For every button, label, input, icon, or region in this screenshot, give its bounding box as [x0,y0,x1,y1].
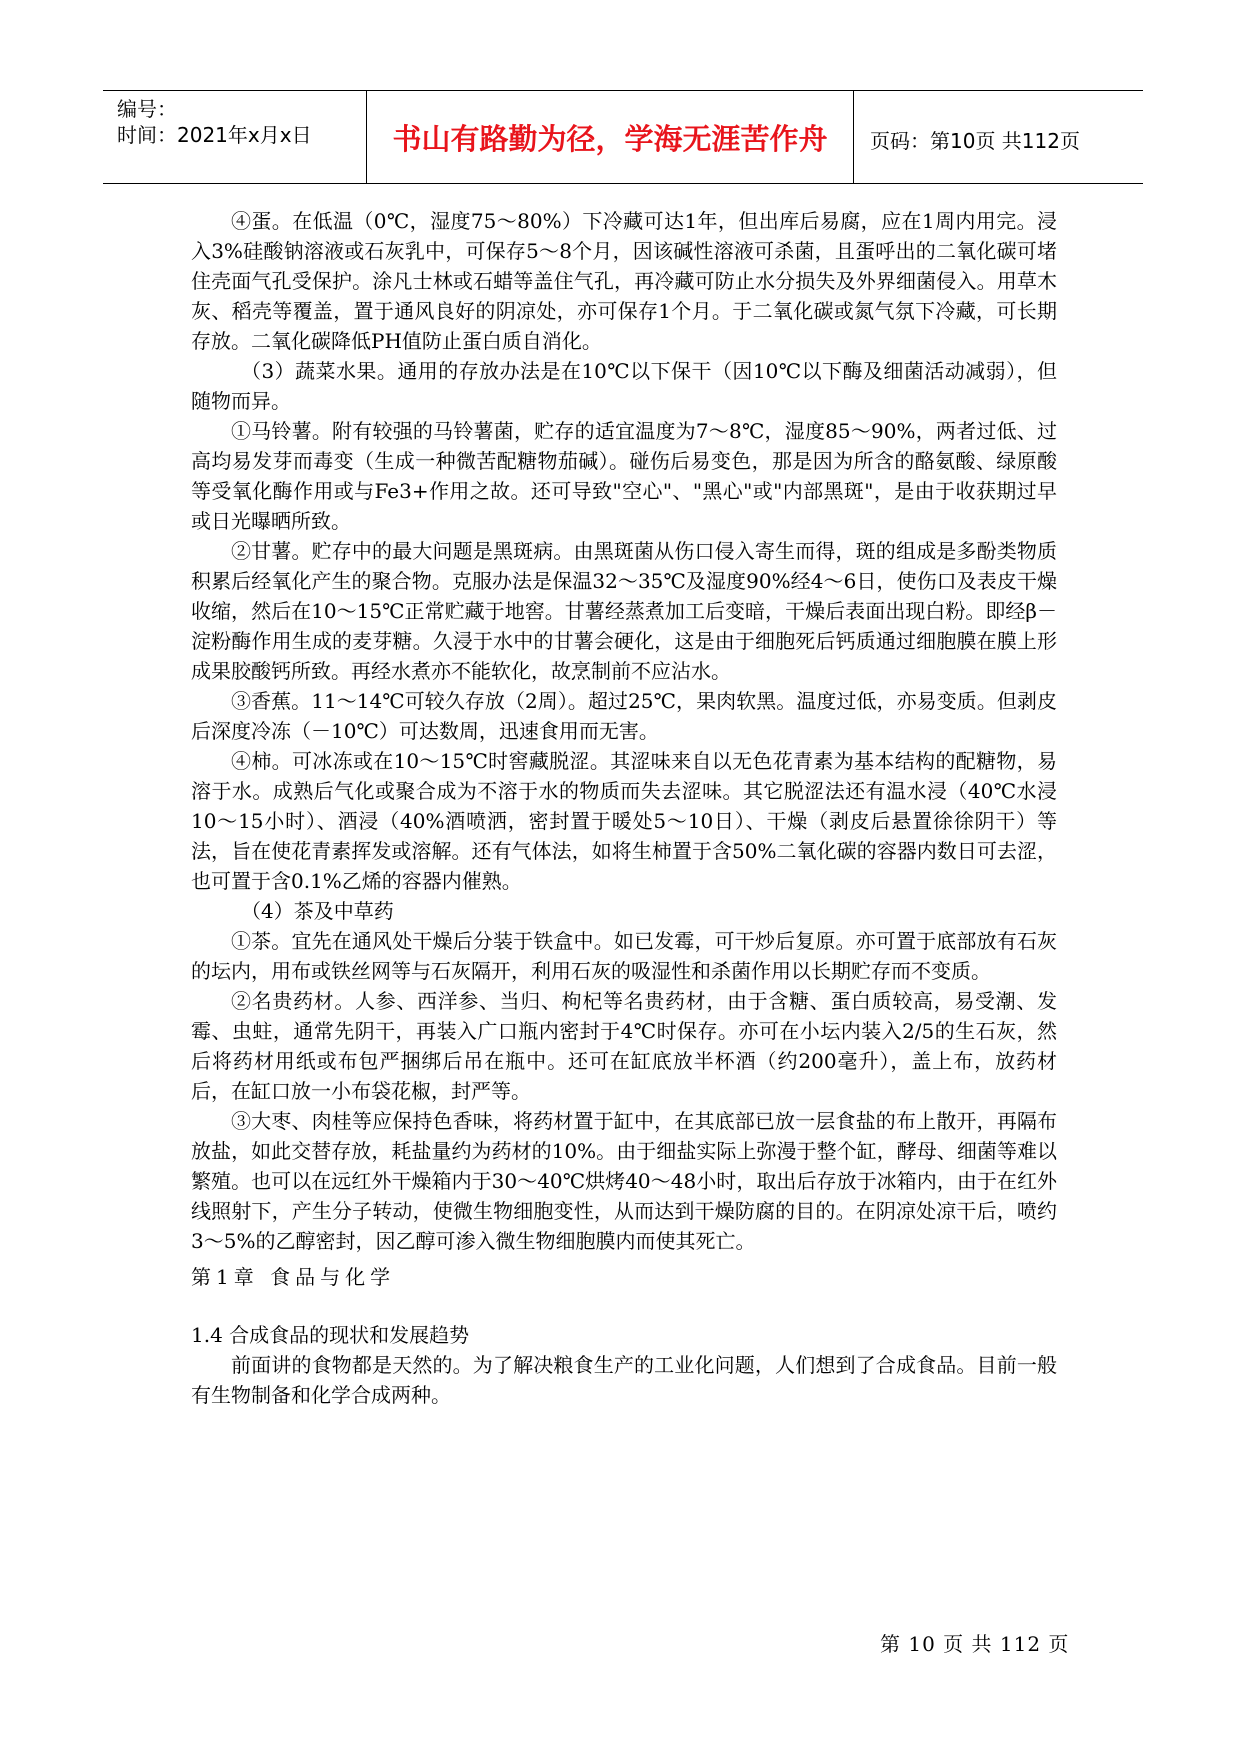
chapter-title: 第1章 食品与化学 [191,1265,396,1289]
section-title: 1.4 合成食品的现状和发展趋势 [191,1323,470,1347]
paragraph-precious-herbs: ②名贵药材。人参、西洋参、当归、枸杞等名贵药材，由于含糖、蛋白质较高，易受潮、发霉、虫蛀，通常先阴干，再装入广口瓶内密封于4℃时保存。亦可在小坛内装入2/5的生石灰，然后将药材用纸或布包严捆绑后吊在瓶中。还可在缸底放半杯酒（约200毫升），盖上布，放药材后，在缸口放一小布袋花椒，封严等。 [191,989,1057,1103]
header-page-cell [854,91,1143,183]
paragraph-banana: ③香蕉。11～14℃可较久存放（2周）。超过25℃，果肉软黑。温度过低，亦易变质。但剥皮后深度冷冻（－10℃）可达数周，迅速食用而无害。 [191,689,1057,743]
header-info-cell [103,91,367,183]
header-motto-cell [367,91,854,183]
paragraph-tea: ①茶。宜先在通风处干燥后分装于铁盒中。如已发霉，可干炒后复原。亦可置于底部放有石灰的坛内，用布或铁丝网等与石灰隔开，利用石灰的吸湿性和杀菌作用以长期贮存而不变质。 [191,929,1057,983]
paragraph-persimmon: ④柿。可冰冻或在10～15℃时窖藏脱涩。其涩味来自以无色花青素为基本结构的配糖物，易溶于水。成熟后气化或聚合成为不溶于水的物质而失去涩味。其它脱涩法还有温水浸（40℃水浸10～15小时）、酒浸（40%酒喷洒，密封置于暖处5～10日）、干燥（剥皮后悬置徐徐阴干）等法，旨在使花青素挥发或溶解。还有气体法，如将生柿置于含50%二氧化碳的容器内数日可去涩，也可置于含0.1%乙烯的容器内催熟。 [191,749,1057,893]
paragraph-sweet-potato: ②甘薯。贮存中的最大问题是黑斑病。由黑斑菌从伤口侵入寄生而得，斑的组成是多酚类物质积累后经氧化产生的聚合物。克服办法是保温32～35℃及湿度90%经4～6日，使伤口及表皮干燥收缩，然后在10～15℃正常贮藏于地窖。甘薯经蒸煮加工后变暗，干燥后表面出现白粉。即经β－淀粉酶作用生成的麦芽糖。久浸于水中的甘薯会硬化，这是由于细胞死后钙质通过细胞膜在膜上形成果胶酸钙所致。再经水煮亦不能软化，故烹制前不应沾水。 [191,539,1057,683]
paragraph-eggs: ④蛋。在低温（0℃，湿度75～80%）下冷藏可达1年，但出库后易腐，应在1周内用完。浸入3%硅酸钠溶液或石灰乳中，可保存5～8个月，因该碱性溶液可杀菌，且蛋呼出的二氧化碳可堵住壳面气孔受保护。涂凡士林或石蜡等盖住气孔，再冷藏可防止水分损失及外界细菌侵入。用草木灰、稻壳等覆盖，置于通风良好的阴凉处，亦可保存1个月。于二氧化碳或氮气氛下冷藏，可长期存放。二氧化碳降低PH值防止蛋白质自消化。 [191,209,1057,353]
document-number-label: 编号： [117,97,177,121]
section-paragraph: 前面讲的食物都是天然的。为了解决粮食生产的工业化问题，人们想到了合成食品。目前一般有生物制备和化学合成两种。 [191,1353,1057,1407]
page-footer: 第 10 页 共 112 页 [880,1632,1070,1656]
document-body [191,206,1057,1410]
paragraph-tea-herbs-heading: （4）茶及中草药 [241,899,394,923]
paragraph-vegetables-fruits: （3）蔬菜水果。通用的存放办法是在10℃以下保干（因10℃以下酶及细菌活动减弱），但随物而异。 [191,359,1057,413]
header-page-label: 页码：第10页 共112页 [870,129,1080,153]
header-motto: 书山有路勤为径，学海无涯苦作舟 [392,122,828,156]
paragraph-jujube-cinnamon: ③大枣、肉桂等应保持色香味，将药材置于缸中，在其底部已放一层食盐的布上散开，再隔布放盐，如此交替存放，耗盐量约为药材的10%。由于细盐实际上弥漫于整个缸，酵母、细菌等难以繁殖。也可以在远红外干燥箱内于30～40℃烘烤40～48小时，取出后存放于冰箱内，由于在红外线照射下，产生分子转动，使微生物细胞变性，从而达到干燥防腐的目的。在阴凉处凉干后，喷约3～5%的乙醇密封，因乙醇可渗入微生物细胞膜内而使其死亡。 [191,1109,1057,1253]
paragraph-potato: ①马铃薯。附有较强的马铃薯菌，贮存的适宜温度为7～8℃，湿度85～90%，两者过低、过高均易发芽而毒变（生成一种微苦配糖物茄碱）。碰伤后易变色，那是因为所含的酪氨酸、绿原酸等受氧化酶作用或与Fe3+作用之故。还可导致"空心"、"黑心"或"内部黑斑"，是由于收获期过早或日光曝晒所致。 [191,419,1057,533]
document-time-label: 时间：2021年x月x日 [117,123,312,147]
page-header [103,90,1143,184]
